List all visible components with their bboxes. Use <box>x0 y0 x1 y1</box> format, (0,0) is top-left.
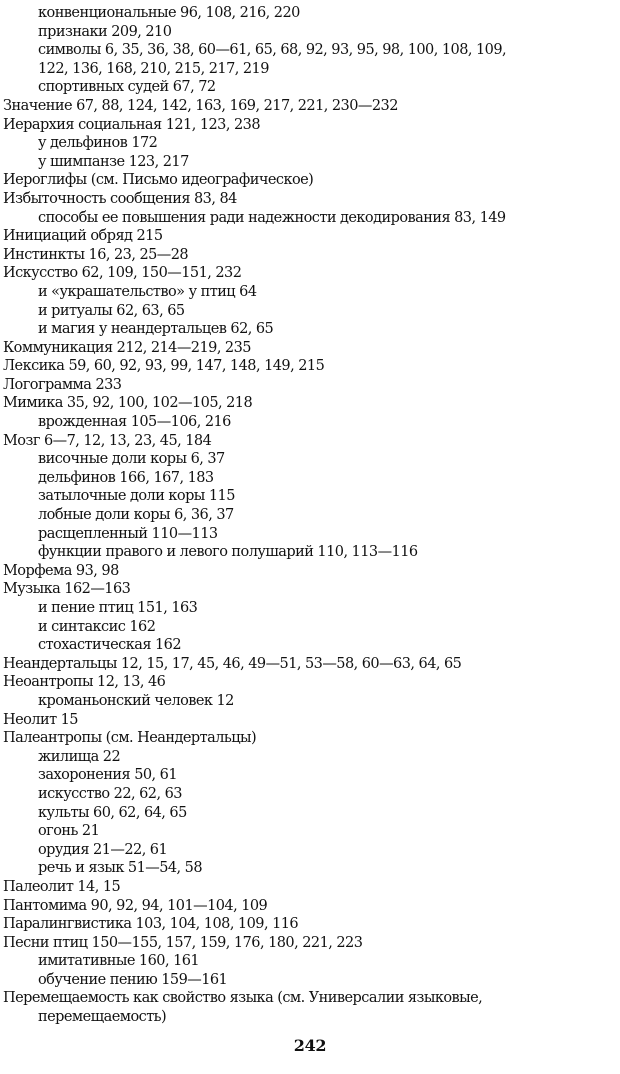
index-subentry: лобные доли коры 6, 36, 37 <box>38 507 234 524</box>
index-entry: Неоантропы 12, 13, 46 <box>3 674 166 691</box>
index-subentry: символы 6, 35, 36, 38, 60—61, 65, 68, 92, 93, 95, 98, 100, 108, 109, <box>38 42 507 59</box>
index-entry: Палеолит 14, 15 <box>3 878 121 895</box>
page-number: 242 <box>293 1036 327 1055</box>
index-subentry: кроманьонский человек 12 <box>38 692 234 709</box>
index-entry: Избыточность сообщения 83, 84 <box>3 190 237 207</box>
index-entry: Неандертальцы 12, 15, 17, 45, 46, 49—51, 53—58, 60—63, 64, 65 <box>3 655 462 672</box>
index-entry: Логограмма 233 <box>3 376 122 393</box>
index-entry: Палеантропы (см. Неандертальцы) <box>3 730 257 747</box>
index-subentry: и «украшательство» у птиц 64 <box>38 283 257 300</box>
index-entry: Иерархия социальная 121, 123, 238 <box>3 116 261 133</box>
index-subentry: культы 60, 62, 64, 65 <box>38 804 187 821</box>
index-subentry: жилища 22 <box>38 748 121 765</box>
index-entry: Искусство 62, 109, 150—151, 232 <box>3 265 242 282</box>
index-subentry: 122, 136, 168, 210, 215, 217, 219 <box>38 60 269 77</box>
index-entries <box>3 4 616 1027</box>
index-entry: Неолит 15 <box>3 711 78 728</box>
index-entry: Морфема 93, 98 <box>3 562 119 579</box>
index-entry: Коммуникация 212, 214—219, 235 <box>3 339 251 356</box>
index-subentry: расщепленный 110—113 <box>38 525 218 542</box>
index-subentry: и ритуалы 62, 63, 65 <box>38 302 185 319</box>
index-subentry: перемещаемость) <box>38 1009 167 1026</box>
index-entry: Паралингвистика 103, 104, 108, 109, 116 <box>3 916 299 933</box>
index-subentry: огонь 21 <box>38 823 100 840</box>
index-entry: Лексика 59, 60, 92, 93, 99, 147, 148, 149, 215 <box>3 358 325 375</box>
index-subentry: имитативные 160, 161 <box>38 953 200 970</box>
index-subentry: искусство 22, 62, 63 <box>38 785 182 802</box>
index-subentry: затылочные доли коры 115 <box>38 488 235 505</box>
index-subentry: и магия у неандертальцев 62, 65 <box>38 321 274 338</box>
index-entry: Песни птиц 150—155, 157, 159, 176, 180, 221, 223 <box>3 934 363 951</box>
index-entry: Мимика 35, 92, 100, 102—105, 218 <box>3 395 253 412</box>
index-subentry: конвенциональные 96, 108, 216, 220 <box>38 5 300 21</box>
index-subentry: речь и язык 51—54, 58 <box>38 860 203 877</box>
index-subentry: орудия 21—22, 61 <box>38 841 168 858</box>
index-subentry: способы ее повышения ради надежности декодирования 83, 149 <box>38 209 506 226</box>
index-subentry: у шимпанзе 123, 217 <box>38 153 189 170</box>
index-subentry: и синтаксис 162 <box>38 618 156 635</box>
index-subentry: функции правого и левого полушарий 110, 113—116 <box>38 544 418 561</box>
index-subentry: и пение птиц 151, 163 <box>38 600 198 616</box>
index-subentry: стохастическая 162 <box>38 637 182 654</box>
index-subentry: врожденная 105—106, 216 <box>38 414 231 431</box>
index-subentry: височные доли коры 6, 37 <box>38 451 225 468</box>
index-entry: Мозг 6—7, 12, 13, 23, 45, 184 <box>3 432 212 449</box>
index-entry: Иероглифы (см. Письмо идеографическое) <box>3 172 314 189</box>
index-subentry: у дельфинов 172 <box>38 135 158 152</box>
index-entry: Перемещаемость как свойство языка (см. Универсалии языковые, <box>3 990 483 1007</box>
index-subentry: признаки 209, 210 <box>38 23 172 40</box>
index-entry: Музыка 162—163 <box>3 581 131 598</box>
index-entry: Значение 67, 88, 124, 142, 163, 169, 217, 221, 230—232 <box>3 97 398 114</box>
index-subentry: захоронения 50, 61 <box>38 767 178 784</box>
index-entry: Инстинкты 16, 23, 25—28 <box>3 246 189 263</box>
index-subentry: дельфинов 166, 167, 183 <box>38 469 214 486</box>
index-subentry: обучение пению 159—161 <box>38 971 228 988</box>
index-entry: Пантомима 90, 92, 94, 101—104, 109 <box>3 897 268 914</box>
index-subentry: спортивных судей 67, 72 <box>38 79 216 96</box>
index-entry: Инициаций обряд 215 <box>3 228 163 245</box>
